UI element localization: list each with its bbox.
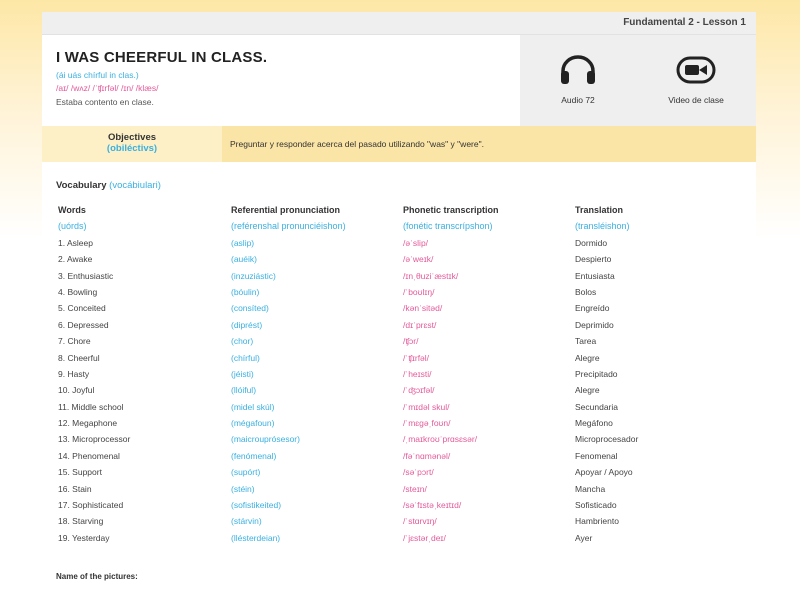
objectives-label: Objectives [107,132,157,143]
vocab-translation: Precipitado [575,368,618,379]
table-row [58,399,738,415]
vocab-translation: Deprimido [575,319,614,330]
pictures-title: Name of the pictures: [56,572,138,581]
vocab-phonetic: /ˈʤɔɪfəl/ [403,385,435,396]
vocab-word: 10. Joyful [58,385,95,396]
vocab-ref: (consíted) [231,303,269,314]
table-subheader-row [58,218,738,234]
table-row [58,431,738,447]
vocab-phonetic: /ˈboʊlɪŋ/ [403,286,435,297]
vocab-word: 1. Asleep [58,237,93,248]
vocab-phonetic: /ˈmɛgəˌfoʊn/ [403,418,451,429]
vocabulary-heading [56,180,161,191]
vocab-ref: (bóulin) [231,286,260,297]
vocab-ref: (maicrouprósesor) [231,434,300,445]
vocab-translation: Entusiasta [575,270,615,281]
header-phon: Phonetic transcription [403,205,499,215]
vocab-phonetic: /ˌmaɪkroʊˈprɑsɛsər/ [403,434,478,445]
table-row [58,268,738,284]
video-label: Video de clase [668,95,724,105]
objectives-label-block [42,126,222,162]
table-row [58,513,738,529]
vocab-ref: (supórt) [231,467,261,478]
vocab-word: 16. Stain [58,483,92,494]
table-row [58,300,738,316]
headphones-icon [528,53,628,87]
vocab-word: 18. Starving [58,516,104,527]
objectives-bar [42,126,756,162]
vocab-phonetic: /dɪˈprɛst/ [403,319,437,330]
vocab-word: 6. Depressed [58,319,109,330]
audio-button[interactable] [528,53,628,105]
vocab-ref: (llóiful) [231,385,257,396]
vocab-ref: (fenómenal) [231,450,277,461]
header-words: Words [58,205,86,215]
vocab-phonetic: /ˈʧɪrfəl/ [403,352,430,363]
vocab-ref: (auéik) [231,254,257,265]
vocab-phonetic: /steɪn/ [403,483,427,494]
vocab-ref: (chor) [231,336,254,347]
vocabulary-table [58,202,738,546]
vocab-phonetic: /ˈmɪdəl skul/ [403,401,450,412]
table-row [58,497,738,513]
table-row [58,481,738,497]
vocab-ref: (aslip) [231,237,255,248]
table-row [58,333,738,349]
header-ref: Referential pronunciation [231,205,341,215]
vocab-ref: (llésterdeian) [231,532,281,543]
header-trans-pron: (transléishon) [575,221,630,232]
vocab-ref: (inzuziástic) [231,270,276,281]
lesson-page [42,12,756,600]
vocab-ref: (jéisti) [231,368,254,379]
hero-section [42,35,756,127]
table-row [58,448,738,464]
vocab-phonetic: /ɪnˌθuziˈæstɪk/ [403,270,459,281]
vocab-translation: Megáfono [575,418,613,429]
table-row [58,415,738,431]
vocab-phonetic: /ˈstɑrvɪŋ/ [403,516,437,527]
vocab-translation: Microprocesador [575,434,639,445]
vocab-phonetic: /əˈweɪk/ [403,254,434,265]
vocab-ref: (stárvin) [231,516,262,527]
sentence-translation: Estaba contento en clase. [56,97,154,107]
vocab-word: 2. Awake [58,254,93,265]
vocab-word: 8. Cheerful [58,352,100,363]
header-ref-pron: (reférenshal pronunciéishon) [231,221,346,232]
media-panel [520,35,756,127]
vocab-phonetic: /səˈpɔrt/ [403,467,434,478]
header-phon-pron: (fonétic transcrípshon) [403,221,493,232]
vocab-translation: Dormido [575,237,608,248]
objectives-text: Preguntar y responder acerca del pasado utilizando "was" y "were". [222,126,756,162]
vocab-word: 19. Yesterday [58,532,110,543]
vocab-ref: (diprést) [231,319,263,330]
lesson-breadcrumb: Fundamental 2 - Lesson 1 [42,12,756,35]
vocab-ref: (sofistikeited) [231,500,282,511]
vocab-phonetic: /ˈjɛstərˌdeɪ/ [403,532,446,543]
vocab-translation: Alegre [575,385,600,396]
vocab-translation: Tarea [575,336,597,347]
vocab-word: 12. Megaphone [58,418,118,429]
vocab-phonetic: /fəˈnɑmənəl/ [403,450,451,461]
audio-label: Audio 72 [561,95,595,105]
table-row [58,317,738,333]
table-row [58,284,738,300]
vocab-translation: Despierto [575,254,612,265]
vocab-ref: (midel skúl) [231,401,275,412]
vocab-word: 5. Conceited [58,303,106,314]
vocab-translation: Sofisticado [575,500,617,511]
vocab-word: 17. Sophisticated [58,500,124,511]
vocab-phonetic: /ʧɔr/ [403,336,419,347]
vocab-translation: Secundaria [575,401,619,412]
table-row [58,350,738,366]
table-row [58,464,738,480]
video-camera-icon [646,53,746,87]
table-row [58,235,738,251]
header-words-pron: (uórds) [58,221,87,232]
vocab-translation: Ayer [575,532,593,543]
vocab-translation: Alegre [575,352,600,363]
vocab-translation: Engreído [575,303,610,314]
video-button[interactable] [646,53,746,105]
vocab-phonetic: /əˈslip/ [403,237,429,248]
sentence-pronunciation: (ái uás chírful in clas.) [56,70,139,80]
table-row [58,382,738,398]
table-row [58,530,738,546]
vocab-word: 11. Middle school [58,401,124,412]
table-body [58,235,738,546]
table-header-row [58,202,738,218]
table-row [58,251,738,267]
vocab-word: 13. Microprocessor [58,434,131,445]
vocab-ref: (chírful) [231,352,260,363]
vocab-translation: Bolos [575,286,597,297]
sentence-block [56,49,516,107]
vocab-word: 9. Hasty [58,368,90,379]
vocab-word: 7. Chore [58,336,91,347]
vocab-translation: Apoyar / Apoyo [575,467,633,478]
vocab-translation: Fenomenal [575,450,618,461]
vocab-phonetic: /kənˈsitəd/ [403,303,443,314]
vocab-word: 4. Bowling [58,286,98,297]
vocab-phonetic: /səˈfɪstəˌkeɪtɪd/ [403,500,462,511]
vocab-ref: (mégafoun) [231,418,275,429]
vocab-phonetic: /ˈheɪsti/ [403,368,432,379]
vocab-word: 15. Support [58,467,102,478]
objectives-label-pron: (obiléctivs) [106,143,158,154]
header-trans: Translation [575,205,624,215]
vocabulary-title-pron: (vocábiulari) [109,180,161,191]
vocab-translation: Hambriento [575,516,619,527]
vocabulary-title: Vocabulary [56,180,107,191]
vocab-ref: (stéin) [231,483,255,494]
sentence-title: I WAS CHEERFUL IN CLASS. [56,49,268,66]
table-row [58,366,738,382]
vocab-word: 14. Phenomenal [58,450,120,461]
vocab-translation: Mancha [575,483,606,494]
vocab-word: 3. Enthusiastic [58,270,114,281]
sentence-phonetic: /aɪ/ /wʌz/ /ˈʧɪrfəl/ /ɪn/ /klæs/ [56,83,159,93]
